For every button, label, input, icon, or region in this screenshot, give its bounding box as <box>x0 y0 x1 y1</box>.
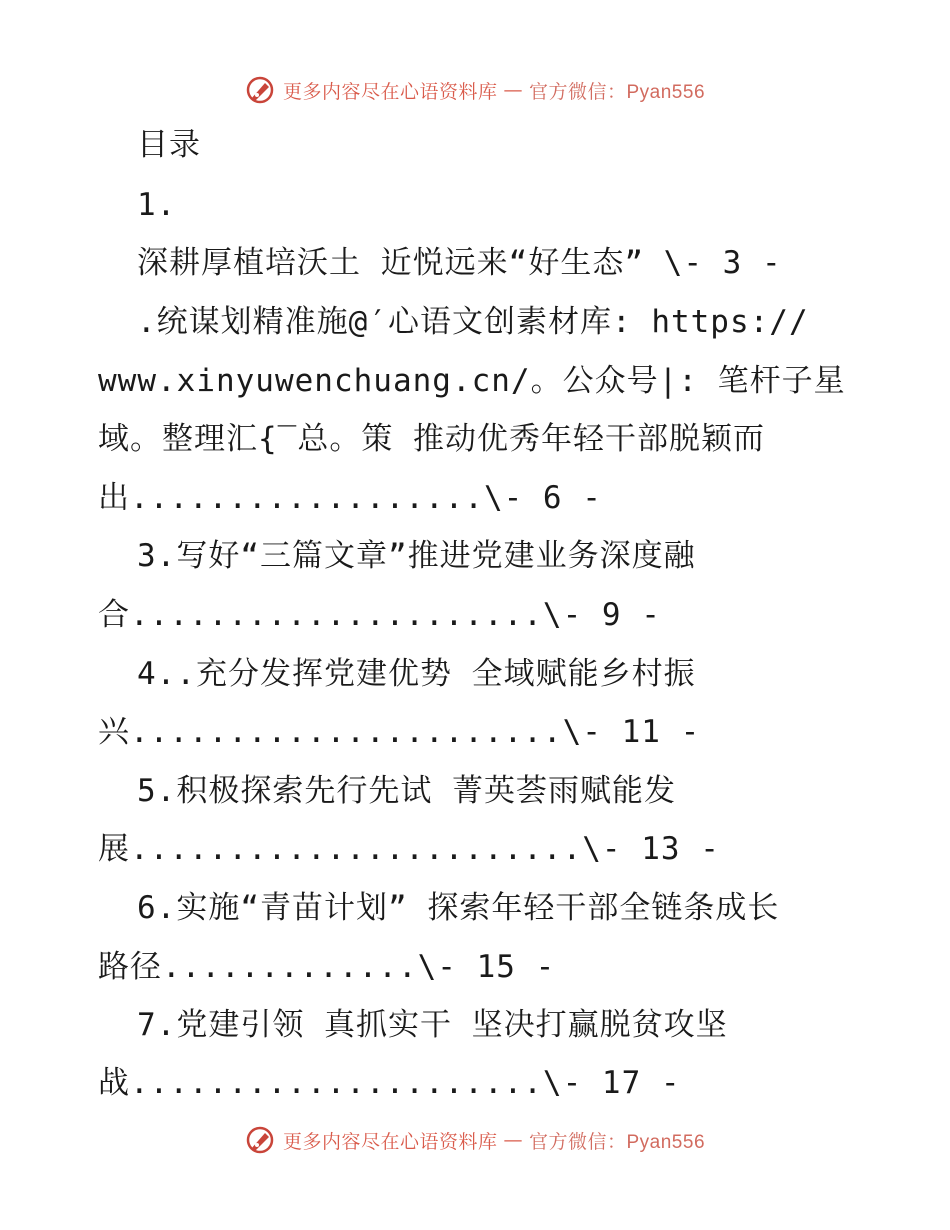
toc-line: 域。整理汇{‾总。策 推动优秀年轻干部脱颖而 <box>98 421 765 457</box>
toc-line: 展.......................\- 13 - <box>98 831 720 867</box>
toc-line: 6.实施“青苗计划” 探索年轻干部全链条成长 <box>137 890 780 926</box>
toc-line: 战.....................\- 17 - <box>98 1065 681 1101</box>
toc-line: .统谋划精准施@′心语文创素材库: https:// <box>137 304 809 340</box>
header-watermark-banner <box>0 70 950 110</box>
toc-line: 兴......................\- 11 - <box>98 714 701 750</box>
toc-line: 深耕厚植培沃土 近悦远来“好生态” \- 3 - <box>137 245 782 281</box>
toc-line: 1. <box>137 187 177 223</box>
banner-separator: — <box>503 1129 523 1151</box>
banner-sub-text: 官方微信：Pyan556 <box>529 81 706 103</box>
banner-separator: — <box>503 79 523 101</box>
toc-title: 目录 <box>137 127 201 163</box>
banner-main-text: 更多内容尽在心语资料库 <box>282 1130 498 1153</box>
toc-line: 5.积极探索先行先试 菁英荟雨赋能发 <box>137 773 676 809</box>
pen-logo-icon <box>245 75 275 105</box>
banner-sub-text: 官方微信：Pyan556 <box>529 1131 706 1153</box>
toc-line: 7.党建引领 真抓实干 坚决打赢脱贫攻坚 <box>137 1007 728 1043</box>
banner-main-text: 更多内容尽在心语资料库 <box>282 80 498 103</box>
toc-line: 3.写好“三篇文章”推进党建业务深度融 <box>137 538 696 574</box>
toc-line: 4..充分发挥党建优势 全域赋能乡村振 <box>137 656 696 692</box>
toc-line: 合.....................\- 9 - <box>98 597 661 633</box>
pen-logo-icon <box>245 1125 275 1155</box>
toc-line: 出..................\- 6 - <box>98 480 602 516</box>
toc-line: www.xinyuwenchuang.cn/。公众号|: 笔杆子星 <box>98 363 846 399</box>
footer-watermark-banner <box>0 1120 950 1160</box>
toc-line: 路径.............\- 15 - <box>98 949 556 985</box>
